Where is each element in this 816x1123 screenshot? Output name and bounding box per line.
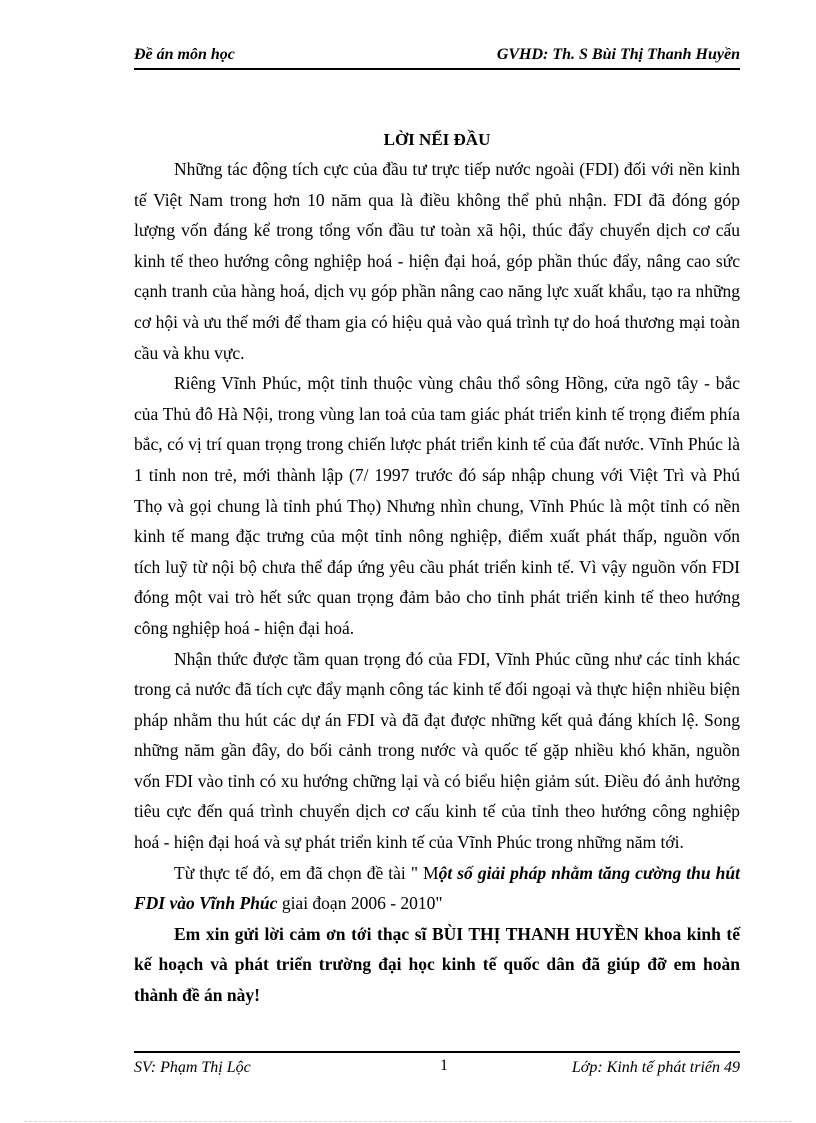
page-edge-divider — [24, 1121, 792, 1122]
topic-title: ột số giải pháp nhằm tăng cường thu hút FDI vào Vĩnh Phúc — [134, 862, 740, 914]
paragraph-thanks: Em xin gửi lời cảm ơn tới thạc sĩ BÙI THỊ THANH HUYỀN khoa kinh tế kế hoạch và phát triển trường đại học kinh tế quốc dân đã giúp đỡ em hoàn thành đề án này! — [134, 923, 740, 1006]
topic-prefix: Từ thực tế đó, em đã chọn đề tài " M — [174, 862, 439, 883]
paragraph-intro: Những tác động tích cực của đầu tư trực tiếp nước ngoài (FDI) đối với nền kinh tế Việt Nam trong hơn 10 năm qua là điều không thể phủ nhận. FDI đã đóng góp lượng vốn đáng kể trong tổng vốn đầu tư toàn xã hội, thúc đẩy chuyển dịch cơ cấu kinh tế theo hướng công nghiệp hoá - hiện đại hoá, góp phần thúc đẩy, nâng cao sức cạnh tranh của hàng hoá, dịch vụ góp phần nâng cao năng lực xuất khẩu, tạo ra những cơ hội và ưu thế mới để tham gia có hiệu quả vào quá trình tự do hoá thương mại toàn cầu và khu vực. — [134, 159, 740, 363]
page-header — [134, 44, 740, 70]
document-title: LỜI NỂI ĐẦU — [383, 130, 491, 149]
document-body — [134, 126, 740, 1011]
page-footer — [134, 1051, 740, 1077]
page-number: 1 — [440, 1057, 448, 1074]
paragraph-vinh-phuc: Riêng Vĩnh Phúc, một tỉnh thuộc vùng châu thổ sông Hồng, cửa ngõ tây - bắc của Thủ đô Hà Nội, trong vùng lan toả của tam giác phát triển kinh tế trọng điểm phía bắc, có vị trí quan trọng trong chiến lược phát triển kinh tế của đất nước. Vĩnh Phúc là 1 tỉnh non trẻ, mới thành lập (7/ 1997 trước đó sáp nhập chung với Việt Trì và Phú Thọ và gọi chung là tỉnh phú Thọ) Nhưng nhìn chung, Vĩnh Phúc là một tỉnh có nền kinh tế mang đặc trưng của một tỉnh nông nghiệp, điểm xuất phát thấp, nguồn vốn tích luỹ từ nội bộ chưa thể đáp ứng yêu cầu phát triển kinh tế. Vì vậy nguồn vốn FDI đóng một vai trò hết sức quan trọng đảm bảo cho tỉnh phát triển kinh tế theo hướng công nghiệp hoá - hiện đại hoá. — [134, 373, 740, 638]
footer-class-label: Lớp: Kinh tế phát triển 49 — [571, 1059, 740, 1076]
paragraph-topic — [134, 858, 740, 919]
paragraph-fdi-importance: Nhận thức được tầm quan trọng đó của FDI, Vĩnh Phúc cũng như các tỉnh khác trong cả nước đã tích cực đẩy mạnh công tác kinh tế đối ngoại và thực hiện nhiều biện pháp nhằm thu hút các dự án FDI và đã đạt được những kết quả đáng khích lệ. Song những năm gần đây, do bối cảnh trong nước và quốc tế gặp nhiều khó khăn, nguồn vốn FDI vào tỉnh có xu hướng chững lại và có biểu hiện giảm sút. Điều đó ảnh hưởng tiêu cực đến quá trình chuyển dịch cơ cấu kinh tế của tỉnh theo hướng công nghiệp hoá - hiện đại hoá và sự phát triển kinh tế của Vĩnh Phúc trong những năm tới. — [134, 648, 740, 853]
footer-student-name: SV: Phạm Thị Lộc — [134, 1059, 251, 1076]
header-supervisor-label: GVHD: Th. S Bùi Thị Thanh Huyền — [496, 46, 740, 63]
topic-suffix: giai đoạn 2006 - 2010" — [277, 893, 443, 914]
header-course-label: Đề án môn học — [134, 46, 235, 63]
